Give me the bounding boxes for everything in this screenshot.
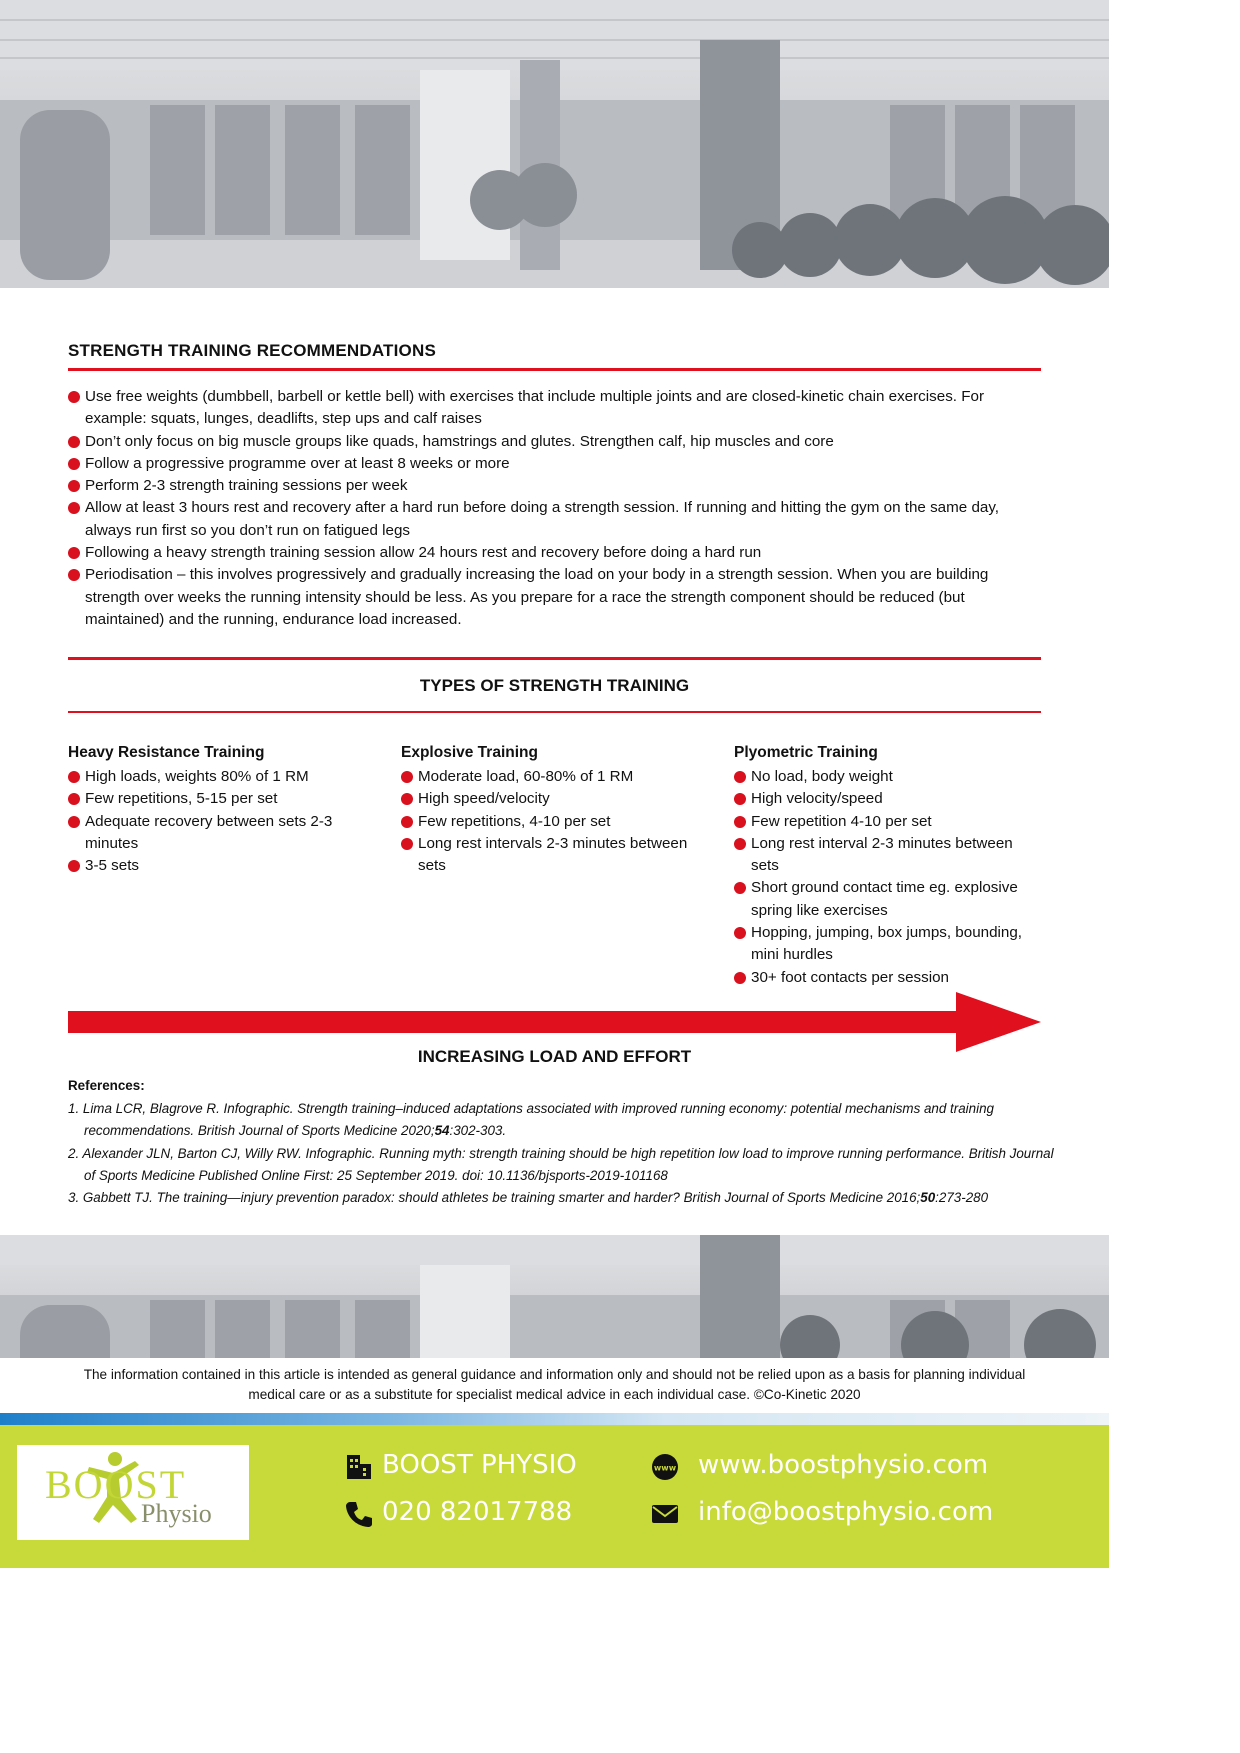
plyometric-list xyxy=(734,766,1039,989)
explosive-list xyxy=(401,766,701,877)
section-divider xyxy=(68,368,1041,371)
building-icon xyxy=(344,1452,374,1482)
section-divider xyxy=(68,711,1041,713)
recommendation-item: Following a heavy strength training session allow 24 hours rest and recovery before doing a hard run xyxy=(68,542,1043,564)
recommendation-item: Periodisation – this involves progressively and gradually increasing the load on your body in a strength session. When you are building strength over weeks the running intensity should be less. As you prepare for a race the strength component should be reduced (but maintained) and the running, endurance load increased. xyxy=(68,564,1043,631)
plyometric-item: High velocity/speed xyxy=(734,788,1039,810)
heavy-resistance-item: 3-5 sets xyxy=(68,855,368,877)
explosive-item: Moderate load, 60-80% of 1 RM xyxy=(401,766,701,788)
references-list xyxy=(68,1098,1058,1209)
recommendation-item: Don’t only focus on big muscle groups like quads, hamstrings and glutes. Strengthen calf, hip muscles and core xyxy=(68,431,1043,453)
recommendation-item: Follow a progressive programme over at least 8 weeks or more xyxy=(68,453,1043,475)
plyometric-item: Hopping, jumping, box jumps, bounding, mini hurdles xyxy=(734,922,1039,967)
column-title-explosive: Explosive Training xyxy=(401,744,538,761)
column-title-heavy-resistance: Heavy Resistance Training xyxy=(68,744,265,761)
website-link[interactable]: www.boostphysio.com xyxy=(698,1450,989,1480)
plyometric-item: Short ground contact time eg. explosive spring like exercises xyxy=(734,877,1039,922)
logo-wordmark-top: BOOST xyxy=(45,1462,187,1507)
plyometric-item: 30+ foot contacts per session xyxy=(734,967,1039,989)
reference-item: 2. Alexander JLN, Barton CJ, Willy RW. Infographic. Running myth: strength training should be high repetition low load to improve running performance. British Journal of Sports Medicine Published Online First: 25 September 2019. doi: 10.1136/bjsports-2019-101168 xyxy=(68,1145,1054,1183)
heavy-resistance-item: Adequate recovery between sets 2-3 minutes xyxy=(68,811,368,856)
gym-photo-illustration xyxy=(0,0,1109,288)
recommendation-item: Perform 2-3 strength training sessions per week xyxy=(68,475,1043,497)
increasing-load-arrow xyxy=(68,992,1041,1052)
heavy-resistance-item: High loads, weights 80% of 1 RM xyxy=(68,766,368,788)
phone-icon xyxy=(344,1499,374,1529)
references-title: References: xyxy=(68,1078,145,1093)
footer-gradient-bar xyxy=(0,1413,1109,1425)
recommendation-item: Use free weights (dumbbell, barbell or kettle bell) with exercises that include multiple joints and are closed-kinetic chain exercises. For example: squats, lunges, deadlifts, step ups and calf raises xyxy=(68,386,1043,431)
explosive-item: Long rest intervals 2-3 minutes between sets xyxy=(401,833,701,878)
arrow-label: INCREASING LOAD AND EFFORT xyxy=(417,1047,692,1066)
column-title-plyometric: Plyometric Training xyxy=(734,744,878,761)
recommendation-item: Allow at least 3 hours rest and recovery after a hard run before doing a strength session. If running and hitting the gym on the same day, always run first so you don’t run on fatigued legs xyxy=(68,497,1043,542)
email-link[interactable]: info@boostphysio.com xyxy=(698,1497,994,1527)
footer xyxy=(0,1425,1109,1568)
plyometric-item: Long rest interval 2-3 minutes between sets xyxy=(734,833,1039,878)
gym-photo-illustration xyxy=(0,1235,1109,1358)
plyometric-item: Few repetition 4-10 per set xyxy=(734,811,1039,833)
recommendations-title: STRENGTH TRAINING RECOMMENDATIONS xyxy=(68,341,436,360)
recommendations-list xyxy=(68,386,1043,631)
reference-item: 1. Lima LCR, Blagrove R. Infographic. Strength training–induced adaptations associated with improved running economy: potential mechanisms and training recommendations. British Journal of Sports Medicine 2020;54:302-303. xyxy=(68,1101,994,1139)
gym-banner-image xyxy=(0,0,1109,288)
company-name: BOOST PHYSIO xyxy=(382,1450,577,1480)
www-globe-icon xyxy=(650,1452,680,1482)
plyometric-item: No load, body weight xyxy=(734,766,1039,788)
disclaimer-text: The information contained in this article is intended as general guidance and information only and should not be relied upon as a basis for planning individual medical care or as a substitute for specialist medical advice in each individual case. ©Co-Kinetic 2020 xyxy=(83,1367,1026,1402)
heavy-resistance-item: Few repetitions, 5-15 per set xyxy=(68,788,368,810)
reference-item: 3. Gabbett TJ. The training—injury prevention paradox: should athletes be training smarter and harder? British Journal of Sports Medicine 2016;50:273-280 xyxy=(68,1190,989,1206)
explosive-item: Few repetitions, 4-10 per set xyxy=(401,811,701,833)
section-divider xyxy=(68,657,1041,660)
envelope-icon xyxy=(650,1499,680,1529)
types-title: TYPES OF STRENGTH TRAINING xyxy=(419,676,690,695)
gym-banner-image-bottom xyxy=(0,1235,1109,1358)
logo-wordmark-bottom: Physio xyxy=(141,1499,212,1528)
explosive-item: High speed/velocity xyxy=(401,788,701,810)
phone-number[interactable]: 020 82017788 xyxy=(382,1497,573,1527)
boost-physio-logo xyxy=(17,1445,249,1540)
heavy-resistance-list xyxy=(68,766,368,877)
svg-text:www: www xyxy=(653,1463,677,1473)
